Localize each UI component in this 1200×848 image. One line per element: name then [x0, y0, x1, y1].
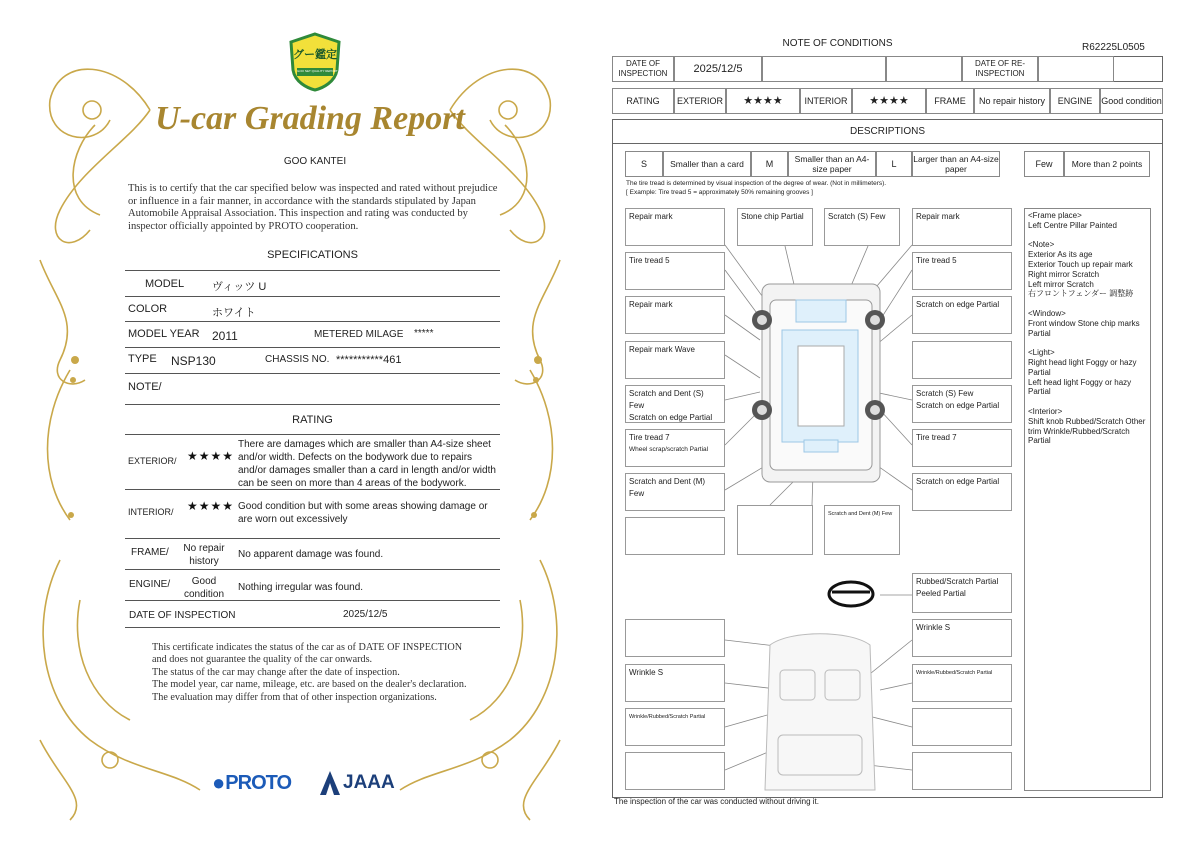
tag-line: Scratch (S) Few — [916, 389, 974, 398]
tag-empty — [737, 505, 813, 555]
divider — [125, 434, 500, 435]
divider — [125, 489, 500, 490]
tire-note: The tire tread is determined by visual inspection of the degree of wear. (Not in millimeters). — [626, 180, 887, 187]
tag-right-front-seat: Wrinkle S — [912, 619, 1012, 657]
mileage-label: METERED MILAGE — [314, 329, 404, 340]
model-year-label: MODEL YEAR — [128, 328, 200, 340]
exterior-stars: ★★★★ — [187, 449, 235, 463]
exterior-label: EXTERIOR/ — [128, 456, 177, 466]
specifications-heading: SPECIFICATIONS — [267, 249, 358, 261]
badge-text: グー鑑定 — [293, 49, 337, 61]
tag-left-front: Repair mark — [625, 208, 725, 246]
legend-few-code: Few — [1024, 151, 1064, 177]
tag-rear-bumper: Scratch and Dent (M) Few — [824, 505, 900, 555]
color-label: COLOR — [128, 303, 168, 315]
interior-description: Good condition but with some areas showing damage or are worn out excessively — [238, 501, 488, 525]
engine-value: Good condition — [183, 576, 225, 600]
legend-few-text: More than 2 points — [1064, 151, 1150, 177]
shield-icon — [287, 32, 343, 92]
frame-value: No repair history — [183, 543, 225, 567]
legend-l-text: Larger than an A4-size paper — [912, 151, 1000, 177]
tag-right-rear-quarter: Scratch on edge Partial — [912, 473, 1012, 511]
divider — [125, 538, 500, 539]
inspection-footer: The inspection of the car was conducted without driving it. — [614, 797, 819, 806]
legend-m-code: M — [751, 151, 788, 177]
certification-intro: This is to certify that the car specified below was inspected and rated without prejudice or influence in a fair manner, in accordance with the standards stipulated by Japan Automobile Appraisal Association. This inspection and rating was conducted by inspector officially appointed by PROTO cooperation. — [128, 183, 498, 232]
exterior-description: There are damages which are smaller than A4-size sheet and/or width. Defects on the bodywork due to repairs and/or damages smaller than a card in length and/or width can be seen on more than 4 areas of the bodywork. — [238, 439, 496, 489]
tag-line: Peeled Partial — [916, 589, 966, 598]
proto-logo — [212, 770, 291, 796]
divider — [125, 270, 500, 271]
divider — [125, 404, 500, 405]
legend-s-code: S — [625, 151, 663, 177]
tag-line: Rubbed/Scratch Partial — [916, 577, 999, 586]
descriptions-heading: DESCRIPTIONS — [612, 119, 1163, 144]
reference-number: R62225L0505 — [1082, 42, 1145, 53]
engine-label: ENGINE/ — [129, 579, 171, 590]
conditions-list-text: <Frame place> Left Centre Pillar Painted <Note> Exterior As its age Exterior Touch up repair mark Right mirror Scratch Left mirror Scratch 右フロントフェンダー 調整跡 <Window> Front window Stone chip marks Partial <Light> Right head light Foggy or hazy Partial Left head light Foggy or hazy Partial <Interior> Shift knob Rubbed/Scratch Other trim Wrinkle/Rubbed/Scratch Partial — [1028, 211, 1146, 446]
interior-stars: ★★★★ — [187, 499, 235, 513]
tag-left-rear-door — [625, 385, 725, 423]
exterior-stars: ★★★★ — [726, 88, 800, 114]
tag-empty — [625, 752, 725, 790]
tag-left-front-seat: Wrinkle S — [625, 664, 725, 702]
tag-empty — [912, 752, 1012, 790]
tag-line: Scratch on edge Partial — [629, 413, 713, 422]
tag-front-window: Stone chip Partial — [737, 208, 813, 246]
tag-left-front-tire: Tire tread 5 — [625, 252, 725, 290]
inspection-date-value: 2025/12/5 — [343, 609, 388, 620]
interior-label: INTERIOR — [800, 88, 852, 114]
divider — [125, 296, 500, 297]
model-year-value: 2011 — [212, 329, 238, 343]
legend-s-text: Smaller than a card — [663, 151, 751, 177]
model-value: ヴィッツ U — [212, 281, 267, 293]
tag-line: Scratch and Dent (S) Few — [629, 389, 704, 410]
chassis-label: CHASSIS NO. — [265, 354, 330, 365]
report-title: U-car Grading Report — [155, 100, 465, 137]
note-label: NOTE/ — [128, 381, 162, 393]
type-value: NSP130 — [171, 354, 216, 368]
tag-empty — [625, 517, 725, 555]
jaaa-mark-icon — [320, 771, 340, 795]
tag-steering-wheel — [912, 573, 1012, 613]
engine-label: ENGINE — [1050, 88, 1100, 114]
tag-left-fender: Repair mark — [625, 296, 725, 334]
engine-description: Nothing irregular was found. — [238, 582, 364, 593]
tire-example: [ Example: Tire tread 5 = approximately 50% remaining grooves ] — [626, 189, 813, 196]
tag-left-rear-tire — [625, 429, 725, 467]
divider — [125, 373, 500, 374]
frame-label: FRAME/ — [131, 547, 169, 558]
inspection-date-value: 2025/12/5 — [674, 56, 762, 82]
jaaa-logo — [320, 770, 395, 796]
jaaa-logo-text: JAAA — [343, 772, 395, 793]
tag-left-front-door: Repair mark Wave — [625, 341, 725, 379]
interior-stars: ★★★★ — [852, 88, 926, 114]
tag-right-fender: Scratch on edge Partial — [912, 296, 1012, 334]
frame-description: No apparent damage was found. — [238, 549, 384, 560]
rating-heading: RATING — [292, 414, 333, 426]
divider — [125, 600, 500, 601]
proto-logo-text: PROTO — [225, 771, 292, 794]
frame-label: FRAME — [926, 88, 974, 114]
interior-label: INTERIOR/ — [128, 507, 174, 517]
tag-right-rear-tire: Tire tread 7 — [912, 429, 1012, 467]
tag-line: Tire tread 7 — [629, 433, 670, 442]
divider — [125, 569, 500, 570]
divider — [125, 627, 500, 628]
inspection-date-label: DATE OF INSPECTION — [129, 610, 236, 621]
report-subtitle: GOO KANTEI — [283, 156, 347, 167]
proto-mark-icon: ● — [212, 770, 226, 795]
tag-right-rear-door — [912, 385, 1012, 423]
tag-front-bumper: Scratch (S) Few — [824, 208, 900, 246]
chassis-value: ***********461 — [336, 354, 402, 366]
conditions-title: NOTE OF CONDITIONS — [782, 38, 893, 49]
tag-left-trim: Wrinkle/Rubbed/Scratch Partial — [625, 708, 725, 746]
color-value: ホワイト — [212, 307, 256, 319]
exterior-label: EXTERIOR — [674, 88, 726, 114]
tag-right-front-tire: Tire tread 5 — [912, 252, 1012, 290]
type-label: TYPE — [128, 353, 157, 365]
badge-small-text: GOO NET QUALITY REPORT — [297, 69, 338, 73]
divider — [125, 321, 500, 322]
tag-empty — [625, 619, 725, 657]
engine-value: Good condition — [1100, 88, 1163, 114]
tag-empty — [912, 708, 1012, 746]
goo-kantei-badge — [287, 32, 343, 92]
tag-right-trim: Wrinkle/Rubbed/Scratch Partial — [912, 664, 1012, 702]
legend-m-text: Smaller than an A4-size paper — [788, 151, 876, 177]
tag-line: Wheel scrap/scratch Partial — [629, 446, 709, 453]
tag-line: Scratch on edge Partial — [916, 401, 1000, 410]
tag-empty — [912, 341, 1012, 379]
conditions-list-panel — [1024, 208, 1151, 791]
legend-l-code: L — [876, 151, 912, 177]
certificate-footer: This certificate indicates the status of the car as of DATE OF INSPECTION and does not guarantee the quality of the car onwards. The status of the car may change after the date of inspection. The model year, car name, mileage, etc. are based on the dealer's declaration. The evaluation may differ from that of other inspection organizations. — [152, 642, 467, 703]
divider — [125, 347, 500, 348]
reinspection-date-label: DATE OF RE-INSPECTION — [962, 56, 1038, 82]
rating-label: RATING — [612, 88, 674, 114]
tag-left-rear-quarter: Scratch and Dent (M) Few — [625, 473, 725, 511]
mileage-value: ***** — [414, 328, 434, 339]
model-label: MODEL — [145, 278, 185, 290]
frame-value: No repair history — [974, 88, 1050, 114]
tag-right-front: Repair mark — [912, 208, 1012, 246]
note-of-conditions — [600, 0, 1200, 848]
inspection-date-label: DATE OF INSPECTION — [612, 56, 674, 82]
